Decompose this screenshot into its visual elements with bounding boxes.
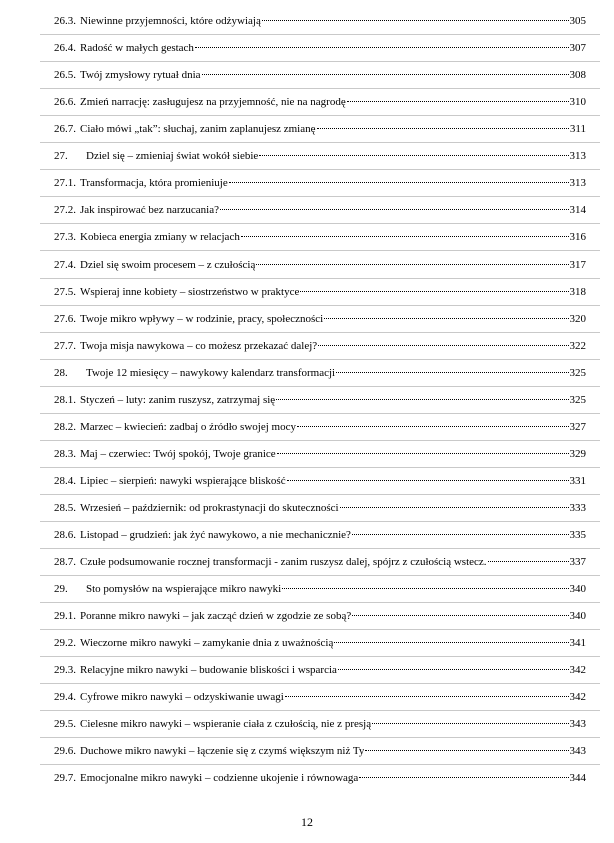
toc-dot-leader <box>202 74 569 75</box>
row-separator <box>40 710 600 711</box>
toc-section-entry[interactable] <box>54 393 586 407</box>
toc-entry-page: 343 <box>569 718 586 731</box>
row-separator <box>40 629 600 630</box>
toc-dot-leader <box>241 236 569 237</box>
row-separator <box>40 196 600 197</box>
row-separator <box>40 305 600 306</box>
toc-entry-number: 28.1. <box>54 393 76 406</box>
toc-entry-title: Wspieraj inne kobiety – siostrzeństwo w praktyce <box>80 285 300 298</box>
toc-entry-number: 29.4. <box>54 691 76 704</box>
toc-dot-leader <box>338 669 569 670</box>
toc-entry-page: 343 <box>569 745 586 758</box>
row-separator <box>40 223 600 224</box>
row-separator <box>40 737 600 738</box>
toc-entry-title: Wrzesień – październik: od prokrastynacji do skuteczności <box>80 501 339 514</box>
row-separator <box>40 115 600 116</box>
toc-entry-number: 28.6. <box>54 529 76 541</box>
toc-dot-leader <box>372 723 568 724</box>
toc-entry-title: Twoje 12 miesięcy – nawykowy kalendarz transformacji <box>86 366 336 379</box>
row-separator <box>40 683 600 684</box>
toc-entry-page: 318 <box>569 285 586 298</box>
toc-dot-leader <box>365 750 568 751</box>
toc-entry-title: Cyfrowe mikro nawyki – odzyskiwanie uwagi <box>80 691 284 704</box>
toc-entry-page: 340 <box>569 583 586 596</box>
toc-entry-number: 29. <box>54 583 68 596</box>
toc-entry-page: 310 <box>569 96 586 109</box>
toc-entry-title: Cielesne mikro nawyki – wspieranie ciała z czułością, nie z presją <box>80 718 372 731</box>
toc-entry-title: Radość w małych gestach <box>80 42 194 54</box>
toc-entry-title: Maj – czerwiec: Twój spokój, Twoje granice <box>80 447 276 460</box>
toc-entry-number: 28.4. <box>54 474 76 487</box>
toc-entry-number: 28. <box>54 366 68 379</box>
toc-section-entry[interactable] <box>54 339 586 353</box>
toc-entry-title: Twoje mikro wpływy – w rodzinie, pracy, społeczności <box>80 312 324 325</box>
toc-section-entry[interactable] <box>54 14 586 28</box>
toc-section-entry[interactable] <box>54 636 586 650</box>
toc-entry-page: 313 <box>569 177 586 190</box>
row-separator <box>40 332 600 333</box>
toc-dot-leader <box>317 128 569 129</box>
row-separator <box>40 494 600 495</box>
toc-entry-number: 26.7. <box>54 123 76 136</box>
toc-section-entry[interactable] <box>54 663 586 677</box>
toc-entry-number: 29.3. <box>54 664 76 677</box>
toc-dot-leader <box>195 47 569 48</box>
row-separator <box>40 521 600 522</box>
row-separator <box>40 34 600 35</box>
toc-entry-number: 29.2. <box>54 637 76 650</box>
toc-section-entry[interactable] <box>54 230 586 244</box>
toc-entry-number: 28.7. <box>54 556 76 568</box>
toc-entry-page: 325 <box>569 366 586 379</box>
toc-entry-number: 29.6. <box>54 745 76 758</box>
toc-entry-number: 26.6. <box>54 96 76 109</box>
toc-entry-number: 27.1. <box>54 177 76 190</box>
toc-dot-leader <box>282 588 568 589</box>
toc-section-entry[interactable] <box>54 447 586 461</box>
toc-entry-page: 322 <box>569 339 586 352</box>
toc-entry-title: Sto pomysłów na wspierające mikro nawyki <box>86 583 282 596</box>
toc-entry-title: Dziel się swoim procesem – z czułością <box>80 258 256 271</box>
toc-entry-title: Twój zmysłowy rytuał dnia <box>80 69 201 82</box>
toc-dot-leader <box>276 399 568 400</box>
toc-chapter-entry[interactable] <box>54 149 586 163</box>
toc-entry-title: Transformacja, która promieniuje <box>80 177 228 190</box>
row-separator <box>40 250 600 251</box>
row-separator <box>40 278 600 279</box>
toc-entry-title: Emocjonalne mikro nawyki – codzienne ukojenie i równowaga <box>80 772 359 785</box>
toc-entry-page: 342 <box>569 691 586 704</box>
toc-entry-title: Poranne mikro nawyki – jak zacząć dzień w zgodzie ze sobą? <box>80 610 352 623</box>
toc-entry-page: 313 <box>569 150 586 163</box>
toc-entry-page: 340 <box>569 610 586 623</box>
toc-entry-title: Relacyjne mikro nawyki – budowanie bliskości i wsparcia <box>80 664 337 677</box>
toc-entry-number: 29.5. <box>54 718 76 731</box>
toc-entry-page: 316 <box>569 231 586 244</box>
toc-entry-number: 26.3. <box>54 15 76 27</box>
toc-entry-page: 311 <box>569 123 586 136</box>
toc-dot-leader <box>336 372 568 373</box>
toc-entry-page: 333 <box>569 501 586 514</box>
toc-entry-page: 307 <box>569 42 586 54</box>
toc-dot-leader <box>340 507 569 508</box>
toc-dot-leader <box>262 20 569 21</box>
toc-section-entry[interactable] <box>54 41 586 55</box>
row-separator <box>40 467 600 468</box>
row-separator <box>40 764 600 765</box>
toc-dot-leader <box>300 291 568 292</box>
toc-section-entry[interactable] <box>54 771 586 785</box>
toc-section-entry[interactable] <box>54 203 586 217</box>
row-separator <box>40 88 600 89</box>
toc-chapter-entry[interactable] <box>54 582 586 596</box>
toc-section-entry[interactable] <box>54 68 586 82</box>
row-separator <box>40 386 600 387</box>
toc-section-entry[interactable] <box>54 285 586 299</box>
toc-dot-leader <box>220 209 569 210</box>
row-separator <box>40 548 600 549</box>
toc-dot-leader <box>259 155 568 156</box>
toc-entry-number: 27.6. <box>54 312 76 325</box>
toc-entry-page: 317 <box>569 258 586 271</box>
toc-entry-number: 27.4. <box>54 258 76 271</box>
toc-section-entry[interactable] <box>54 555 586 569</box>
toc-section-entry[interactable] <box>54 744 586 758</box>
toc-section-entry[interactable] <box>54 122 586 136</box>
toc-entry-number: 29.1. <box>54 610 76 623</box>
toc-entry-number: 28.3. <box>54 447 76 460</box>
toc-dot-leader <box>334 642 568 643</box>
toc-entry-title: Duchowe mikro nawyki – łączenie się z czymś większym niż Ty <box>80 745 365 758</box>
toc-entry-number: 27.7. <box>54 339 76 352</box>
toc-dot-leader <box>277 453 569 454</box>
toc-entry-title: Lipiec – sierpień: nawyki wspierające bliskość <box>80 474 286 487</box>
page-number: 12 <box>301 815 313 829</box>
row-separator <box>40 142 600 143</box>
toc-dot-leader <box>229 182 569 183</box>
toc-dot-leader <box>352 615 568 616</box>
toc-entry-number: 29.7. <box>54 772 76 785</box>
toc-entry-title: Listopad – grudzień: jak żyć nawykowo, a nie mechanicznie? <box>80 529 351 541</box>
toc-entry-title: Styczeń – luty: zanim ruszysz, zatrzymaj się <box>80 393 276 406</box>
toc-dot-leader <box>297 426 569 427</box>
row-separator <box>40 440 600 441</box>
toc-entry-page: 325 <box>569 393 586 406</box>
toc-entry-title: Kobieca energia zmiany w relacjach <box>80 231 240 244</box>
toc-entry-page: 320 <box>569 312 586 325</box>
toc-section-entry[interactable] <box>54 95 586 109</box>
toc-dot-leader <box>347 101 569 102</box>
toc-dot-leader <box>352 534 569 535</box>
toc-entry-title: Dziel się – zmieniaj świat wokół siebie <box>86 150 259 163</box>
toc-entry-page: 305 <box>569 15 586 27</box>
toc-entry-title: Twoja misja nawykowa – co możesz przekazać dalej? <box>80 339 318 352</box>
toc-entry-page: 337 <box>569 556 586 568</box>
toc-chapter-entry[interactable] <box>54 366 586 380</box>
row-separator <box>40 61 600 62</box>
row-separator <box>40 602 600 603</box>
toc-entry-title: Marzec – kwiecień: zadbaj o źródło swojej mocy <box>80 420 296 433</box>
toc-entry-title: Ciało mówi „tak”: słuchaj, zanim zaplanujesz zmianę <box>80 123 316 136</box>
toc-entry-page: 344 <box>569 772 586 785</box>
toc-entry-page: 341 <box>569 637 586 650</box>
toc-entry-number: 28.2. <box>54 420 76 433</box>
toc-section-entry[interactable] <box>54 501 586 515</box>
row-separator <box>40 413 600 414</box>
row-separator <box>40 169 600 170</box>
toc-dot-leader <box>488 561 569 562</box>
toc-entry-number: 28.5. <box>54 501 76 514</box>
toc-entry-page: 327 <box>569 420 586 433</box>
toc-dot-leader <box>285 696 569 697</box>
toc-entry-page: 314 <box>569 204 586 217</box>
toc-section-entry[interactable] <box>54 690 586 704</box>
toc-section-entry[interactable] <box>54 258 586 272</box>
toc-section-entry[interactable] <box>54 609 586 623</box>
toc-entry-page: 342 <box>569 664 586 677</box>
toc-dot-leader <box>324 318 568 319</box>
toc-entry-title: Zmień narrację: zasługujesz na przyjemność, nie na nagrodę <box>80 96 346 109</box>
toc-entry-number: 26.4. <box>54 42 76 54</box>
toc-section-entry[interactable] <box>54 312 586 326</box>
toc-entry-number: 27.5. <box>54 285 76 298</box>
toc-entry-title: Niewinne przyjemności, które odżywiają <box>80 15 261 27</box>
toc-entry-page: 329 <box>569 447 586 460</box>
toc-entry-title: Jak inspirować bez narzucania? <box>80 204 219 217</box>
toc-entry-number: 27. <box>54 150 68 163</box>
toc-section-entry[interactable] <box>54 528 586 542</box>
toc-section-entry[interactable] <box>54 176 586 190</box>
toc-entry-number: 26.5. <box>54 69 76 82</box>
toc-section-entry[interactable] <box>54 420 586 434</box>
row-separator <box>40 656 600 657</box>
row-separator <box>40 575 600 576</box>
toc-entry-page: 335 <box>569 529 586 541</box>
toc-dot-leader <box>318 345 568 346</box>
toc-entry-number: 27.3. <box>54 231 76 244</box>
toc-entry-title: Czułe podsumowanie rocznej transformacji - zanim ruszysz dalej, spójrz z czułością wstecz. <box>80 556 487 568</box>
toc-entry-number: 27.2. <box>54 204 76 217</box>
toc-entry-page: 308 <box>569 69 586 82</box>
toc-entry-page: 331 <box>569 474 586 487</box>
toc-section-entry[interactable] <box>54 474 586 488</box>
toc-section-entry[interactable] <box>54 717 586 731</box>
toc-entry-title: Wieczorne mikro nawyki – zamykanie dnia z uważnością <box>80 637 334 650</box>
toc-dot-leader <box>287 480 569 481</box>
row-separator <box>40 359 600 360</box>
toc-dot-leader <box>359 777 568 778</box>
toc-dot-leader <box>256 264 568 265</box>
